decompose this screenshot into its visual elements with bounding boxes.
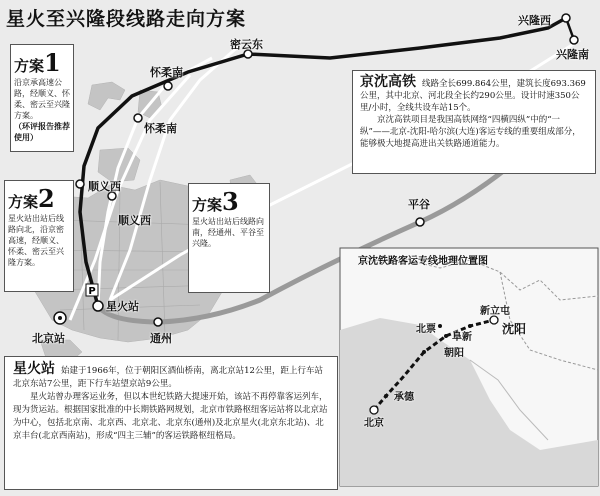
- label-shunyixi-b: 顺义西: [118, 214, 151, 227]
- jingshen-p2: 京沈高铁项目是我国高铁网络“四横四纵”中的“一纵”——北京-沈阳-哈尔滨(大连)客运专线的重要组成部分，能够极大地提高进出关铁路通道能力。: [360, 115, 581, 149]
- jingshen-p1: 线路全长699.864公里，建筑长度693.369公里，其中北京、河北段全长约290公里。设计时速350公里/小时，全线共设车站15个。: [360, 79, 586, 113]
- inset-dot-beijing: [370, 406, 378, 414]
- plan-2-label: 方案: [8, 193, 39, 211]
- map-title: 星火至兴隆段线路走向方案: [6, 8, 247, 30]
- xinghuo-p2: 星火站曾办理客运业务，但以本世纪铁路大提速开始，该站不再停靠客运列车，现为货运站。根据国家批准的中长期铁路网规划，北京市铁路枢纽客运站将以北京站为中心，包括北京南、北京西、北京北、北京东(通州)及北京星火(北京东北站)、北京丰台(北京西南站)，形成“四主三辅”的客运铁路枢纽格局。: [13, 392, 328, 441]
- plan-2-text: 星火站出站后线路向北，沿京密高速，经顺义、怀柔、密云至兴隆方案。: [8, 214, 64, 267]
- beijing-station-icon: [54, 312, 66, 324]
- xinghuo-marker-icon: [86, 284, 98, 297]
- xinghuo-p1: 始建于1966年，位于朝阳区酒仙桥南，离北京站12公里，距上行车站北京东站7公里，距下行车站望京站9公里。: [13, 366, 323, 389]
- plan-3-box: [188, 183, 270, 293]
- label-huairounan-b: 怀柔南: [144, 122, 177, 135]
- plan-3-label: 方案: [192, 196, 223, 214]
- plan-1-label: 方案: [14, 57, 45, 75]
- station-dot-huairounan-a: [164, 82, 172, 90]
- inset-dot-shenyang: [490, 316, 498, 324]
- inset-label-beijing: 北京: [364, 418, 384, 429]
- inset-label-xinlitun: 新立屯: [480, 306, 510, 317]
- label-beijingzhan: 北京站: [32, 332, 65, 345]
- station-dot-tongzhou: [154, 318, 162, 326]
- label-pinggu: 平谷: [408, 198, 430, 211]
- plan-1-note: （环评报告推荐使用）: [14, 121, 70, 142]
- station-dot-xinglongxi: [562, 14, 570, 22]
- xinghuo-info-box: [4, 356, 338, 490]
- plan-1-number: 1: [44, 48, 61, 77]
- inset-label-shenyang: 沈阳: [502, 322, 527, 336]
- inset-label-chaoyang: 朝阳: [444, 348, 464, 359]
- label-miyundong: 密云东: [230, 38, 263, 51]
- label-huairounan-a: 怀柔南: [150, 66, 183, 79]
- inset-label-fuxin: 阜新: [452, 332, 472, 343]
- plan-1-text: 沿京承高速公路，经顺义、怀柔、密云至兴隆方案。: [14, 78, 70, 120]
- station-dot-xinghuo: [93, 301, 103, 311]
- xinghuo-title: 星火站: [13, 361, 55, 377]
- label-xinglongnan: 兴隆南: [556, 48, 589, 61]
- plan-2-number: 2: [38, 184, 55, 213]
- label-xinghuo: 星火站: [106, 300, 139, 313]
- station-dot-pinggu: [416, 218, 424, 226]
- inset-label-chengde: 承德: [394, 392, 414, 403]
- inset-map: [340, 248, 598, 486]
- station-dot-shunyixi: [76, 180, 84, 188]
- plan-3-number: 3: [222, 187, 239, 216]
- label-shunyixi: 顺义西: [88, 180, 121, 193]
- inset-label-beipiao: 北票: [416, 324, 436, 335]
- station-dot-xinglongnan: [570, 36, 578, 44]
- jingshen-info-box: [352, 70, 596, 174]
- jingshen-title: 京沈高铁: [360, 74, 416, 90]
- plan-3-text: 星火站出站后线路向南，经通州、平谷至兴隆。: [192, 217, 264, 248]
- inset-title: 京沈铁路客运专线地理位置图: [358, 256, 488, 267]
- plan-1-box: [10, 44, 74, 152]
- station-dot-huairounan-b: [134, 114, 142, 122]
- label-xinglongxi: 兴隆西: [518, 14, 551, 27]
- svg-text:P: P: [88, 286, 96, 297]
- plan-2-box: [4, 180, 74, 292]
- label-tongzhou: 通州: [150, 332, 172, 345]
